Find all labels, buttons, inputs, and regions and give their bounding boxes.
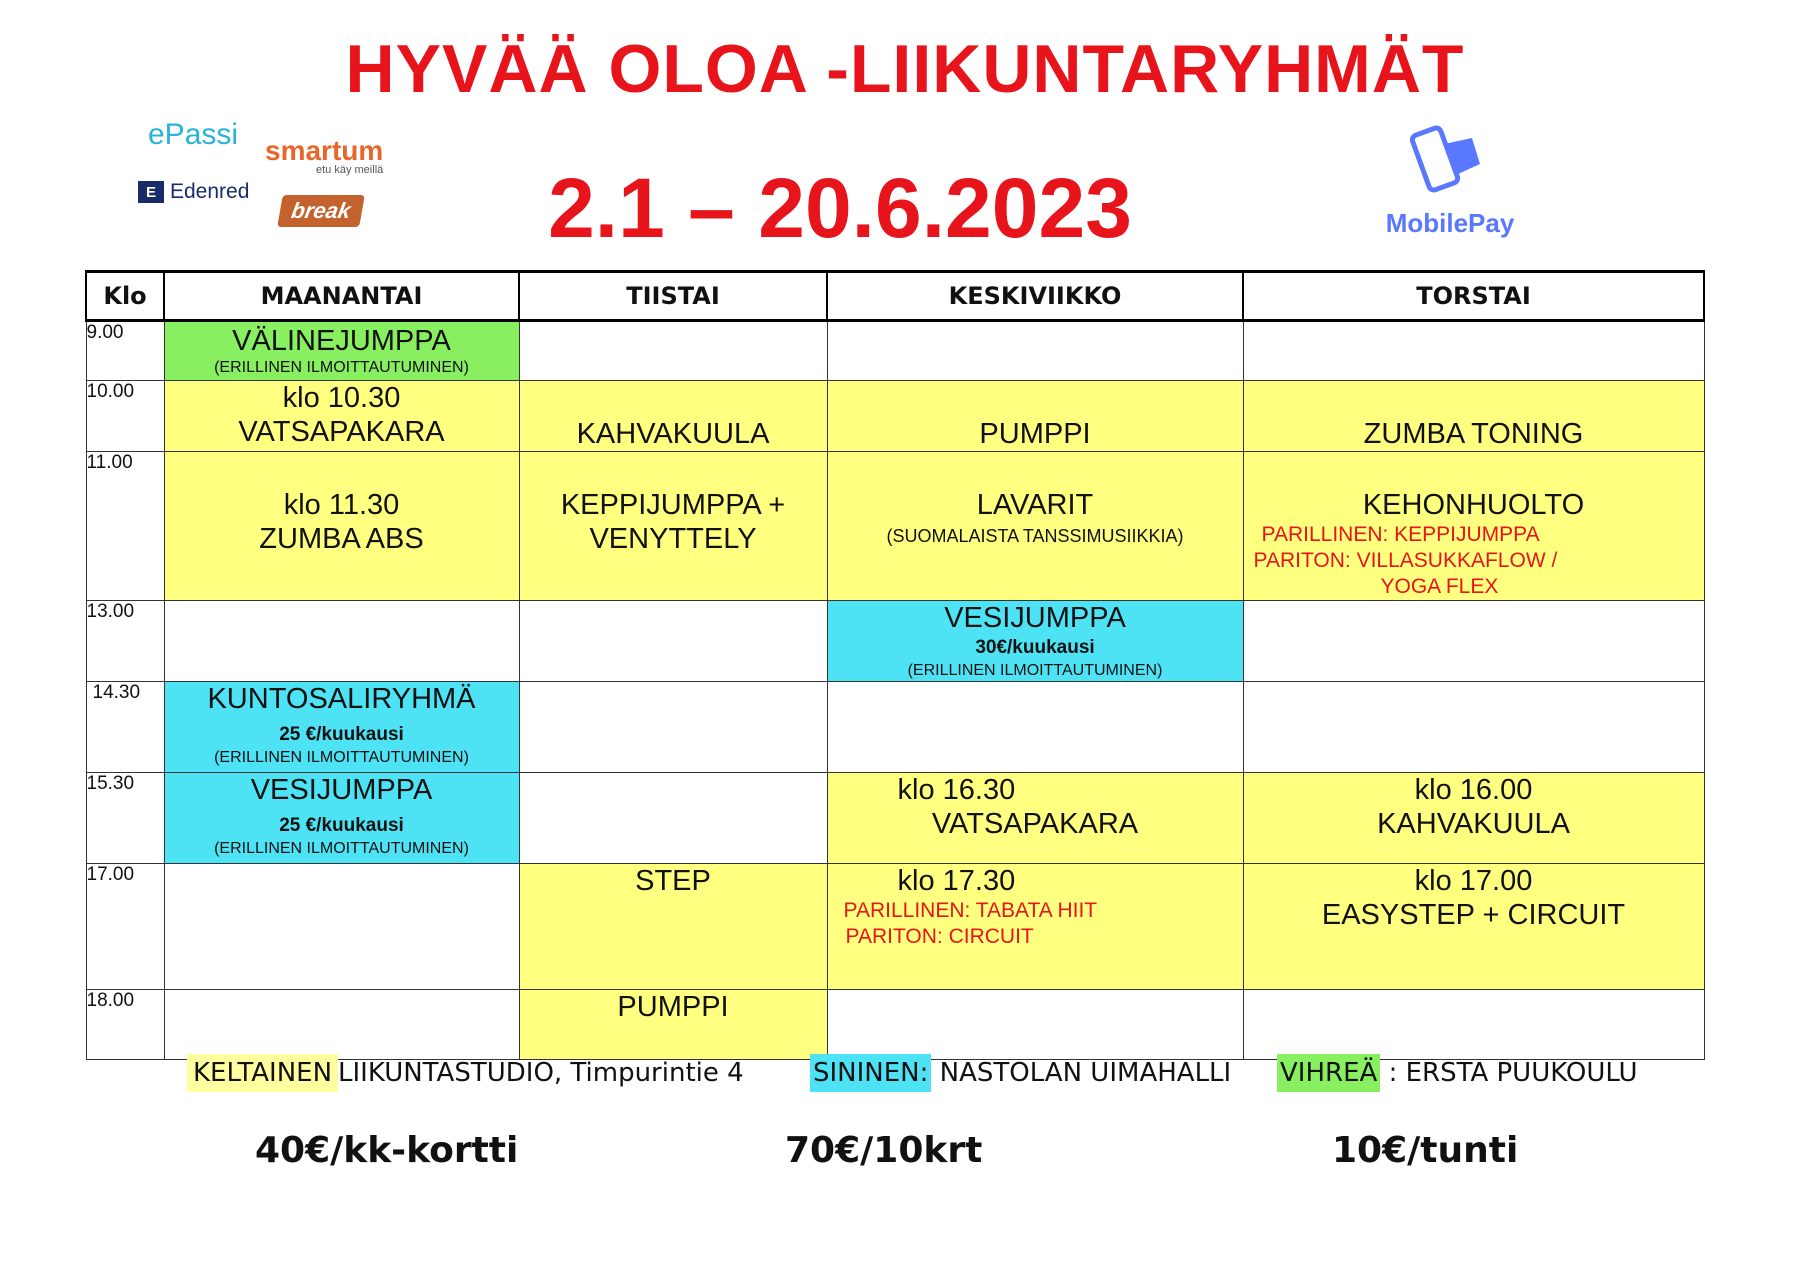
time-cell: 14.30 (86, 682, 164, 773)
time-cell: 10.00 (86, 381, 164, 452)
table-row (86, 773, 1704, 864)
empty-cell (519, 773, 827, 864)
class-note-odd: PARITON: CIRCUIT (845, 925, 1034, 948)
empty-cell (827, 321, 1243, 381)
class-note-even: PARILLINEN: KEPPIJUMPPA (1261, 523, 1540, 546)
class-note-odd-cont: YOGA FLEX (1380, 575, 1499, 598)
legend-blue-text: NASTOLAN UIMAHALLI (939, 1058, 1232, 1088)
time-cell: 9.00 (86, 321, 164, 381)
class-price: 25 €/kuukausi (279, 724, 404, 745)
class-cell (827, 452, 1243, 601)
class-title: KAHVAKUULA (1377, 808, 1570, 840)
class-title: VESIJUMPPA (944, 602, 1126, 634)
class-cell (519, 452, 827, 601)
table-row (86, 601, 1704, 682)
legend-green (1277, 1058, 1638, 1088)
legend-green-text: : ERSTA PUUKOULU (1388, 1058, 1638, 1088)
class-note: (ERILLINEN ILMOITTAUTUMINEN) (214, 359, 469, 376)
class-title: VATSAPAKARA (931, 808, 1139, 840)
time-cell: 18.00 (86, 990, 164, 1060)
class-cell (519, 381, 827, 452)
smartum-tagline: etu käy meillä (316, 164, 384, 176)
class-cell (164, 773, 519, 864)
class-time: klo 17.30 (897, 865, 1016, 897)
smartum-logo (265, 135, 384, 176)
class-title: VATSAPAKARA (238, 416, 445, 448)
legend-yellow (187, 1058, 744, 1088)
legend-green-key: VIHREÄ (1277, 1054, 1380, 1092)
break-logo-text: break (289, 198, 353, 223)
class-cell (164, 321, 519, 381)
break-logo (277, 195, 365, 227)
mobilepay-phone-icon (1410, 124, 1490, 199)
class-title: VESIJUMPPA (250, 774, 433, 806)
class-note: (SUOMALAISTA TANSSIMUSIIKKIA) (886, 526, 1184, 546)
header-thursday: TORSTAI (1243, 272, 1704, 321)
table-row (86, 990, 1704, 1060)
schedule-table (85, 270, 1705, 1060)
class-title: KEHONHUOLTO (1362, 489, 1585, 521)
table-header-row (86, 272, 1704, 321)
class-cell (164, 381, 519, 452)
empty-cell (519, 601, 827, 682)
class-title-line1: KEPPIJUMPPA + (560, 489, 786, 521)
class-title: EASYSTEP + CIRCUIT (1321, 899, 1626, 931)
class-note-even: PARILLINEN: TABATA HIIT (843, 899, 1098, 922)
class-time: klo 11.30 (283, 489, 400, 521)
table-row (86, 452, 1704, 601)
class-cell (519, 990, 827, 1060)
table-row (86, 682, 1704, 773)
class-cell (827, 773, 1243, 864)
class-cell (1243, 773, 1704, 864)
class-title: KAHVAKUULA (576, 418, 770, 450)
empty-cell (519, 682, 827, 773)
table-row (86, 321, 1704, 381)
color-legend (0, 1058, 1810, 1098)
class-cell (827, 601, 1243, 682)
table-row (86, 381, 1704, 452)
empty-cell (1243, 321, 1704, 381)
legend-blue (810, 1058, 1231, 1088)
time-cell: 11.00 (86, 452, 164, 601)
price-monthly: 40€/kk-kortti (255, 1130, 519, 1171)
header-klo: Klo (86, 272, 164, 321)
header-tuesday: TIISTAI (519, 272, 827, 321)
class-title: STEP (635, 865, 711, 897)
empty-cell (1243, 601, 1704, 682)
empty-cell (164, 601, 519, 682)
empty-cell (827, 990, 1243, 1060)
legend-yellow-text: LIIKUNTASTUDIO, Timpurintie 4 (338, 1058, 744, 1088)
table-row (86, 864, 1704, 990)
epassi-logo (148, 118, 238, 152)
class-note-odd: PARITON: VILLASUKKAFLOW / (1253, 549, 1558, 572)
class-cell (164, 452, 519, 601)
class-note: (ERILLINEN ILMOITTAUTUMINEN) (907, 662, 1163, 679)
price-ten-times: 70€/10krt (785, 1130, 983, 1171)
mobilepay-logo-text: MobilePay (1385, 208, 1515, 238)
time-cell: 15.30 (86, 773, 164, 864)
class-cell (164, 682, 519, 773)
empty-cell (164, 864, 519, 990)
class-cell (1243, 864, 1704, 990)
class-title: PUMPPI (979, 418, 1091, 450)
legend-blue-key: SININEN: (810, 1054, 931, 1092)
page-title: HYVÄÄ OLOA -LIIKUNTARYHMÄT (345, 31, 1465, 107)
class-title: VÄLINEJUMPPA (232, 325, 451, 357)
empty-cell (519, 321, 827, 381)
time-cell: 13.00 (86, 601, 164, 682)
class-title: ZUMBA ABS (259, 523, 424, 555)
class-time: klo 10.30 (282, 382, 401, 414)
empty-cell (827, 682, 1243, 773)
edenred-logo (138, 180, 249, 204)
empty-cell (164, 990, 519, 1060)
class-cell (519, 864, 827, 990)
class-note: (ERILLINEN ILMOITTAUTUMINEN) (214, 749, 469, 766)
class-time: klo 17.00 (1414, 865, 1533, 897)
header-monday: MAANANTAI (164, 272, 519, 321)
edenred-logo-text: Edenred (170, 180, 250, 203)
class-cell (1243, 452, 1704, 601)
date-range: 2.1 – 20.6.2023 (548, 161, 1132, 255)
legend-yellow-key: KELTAINEN (187, 1054, 338, 1092)
mobilepay-logo (1380, 124, 1520, 239)
price-hour: 10€/tunti (1332, 1130, 1519, 1171)
class-cell (1243, 381, 1704, 452)
time-cell: 17.00 (86, 864, 164, 990)
class-title: ZUMBA TONING (1363, 418, 1584, 450)
header-wednesday: KESKIVIIKKO (827, 272, 1243, 321)
class-title-line2: VENYTTELY (589, 523, 757, 555)
class-note: (ERILLINEN ILMOITTAUTUMINEN) (214, 840, 469, 857)
edenred-mark-icon: E (138, 181, 164, 203)
class-price: 30€/kuukausi (975, 637, 1095, 658)
empty-cell (1243, 682, 1704, 773)
class-cell (827, 381, 1243, 452)
class-title: LAVARIT (976, 489, 1094, 521)
class-title: PUMPPI (617, 991, 729, 1023)
class-title: KUNTOSALIRYHMÄ (207, 683, 476, 715)
class-cell (827, 864, 1243, 990)
class-price: 25 €/kuukausi (279, 815, 404, 836)
smartum-logo-text: smartum (265, 135, 384, 166)
empty-cell (1243, 990, 1704, 1060)
epassi-logo-text: ePassi (148, 118, 239, 151)
class-time: klo 16.00 (1414, 774, 1533, 806)
class-time: klo 16.30 (897, 774, 1016, 806)
